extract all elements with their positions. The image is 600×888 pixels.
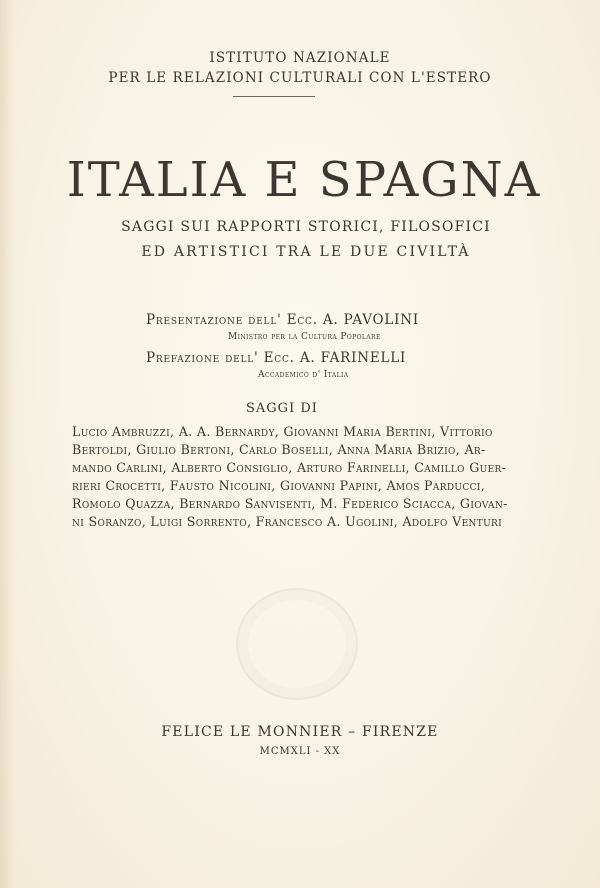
- authors-line: Romolo Quazza, Bernardo Sanvisenti, M. Federico Sciacca, Giovan-: [72, 496, 508, 511]
- authors-line: rieri Crocetti, Fausto Nicolini, Giovanni Papini, Amos Parducci,: [72, 478, 486, 493]
- book-subtitle-line-2: ED ARTISTICI TRA LE DUE CIVILTÀ: [141, 244, 471, 260]
- publisher: FELICE LE MONNIER – FIRENZE: [161, 724, 439, 740]
- preface-role: Accademico d' Italia: [258, 370, 349, 380]
- institute-name: ISTITUTO NAZIONALE: [209, 50, 391, 66]
- publication-year: MCMXLI - XX: [259, 746, 341, 757]
- preface-name: FARINELLI: [320, 350, 407, 366]
- authors-line: Bertoldi, Giulio Bertoni, Carlo Boselli, Anna Maria Brizio, Ar-: [72, 442, 486, 457]
- authors-line: Lucio Ambruzzi, A. A. Bernardy, Giovanni Maria Bertini, Vittorio: [72, 424, 493, 439]
- presentation-role: Ministro per la Cultura Popolare: [228, 332, 381, 342]
- essays-heading: SAGGI DI: [246, 401, 318, 416]
- institute-subtitle: PER LE RELAZIONI CULTURALI CON L'ESTERO: [108, 70, 492, 86]
- book-title: ITALIA E SPAGNA: [66, 152, 542, 208]
- authors-line: ni Soranzo, Luigi Sorrento, Francesco A. Ugolini, Adolfo Venturi: [72, 514, 503, 529]
- book-subtitle-line-1: SAGGI SUI RAPPORTI STORICI, FILOSOFICI: [121, 219, 491, 235]
- presentation-label: Presentazione dell' Ecc. A.: [146, 312, 339, 328]
- presentation-name: PAVOLINI: [343, 312, 420, 328]
- embossed-stamp-icon: [236, 588, 358, 700]
- preface-credit: [146, 350, 406, 366]
- divider-rule: [233, 96, 315, 97]
- authors-list: [72, 423, 532, 531]
- presentation-credit: [146, 312, 419, 328]
- authors-line: mando Carlini, Alberto Consiglio, Arturo Farinelli, Camillo Guer-: [72, 460, 507, 475]
- preface-label: Prefazione dell' Ecc. A.: [146, 350, 316, 366]
